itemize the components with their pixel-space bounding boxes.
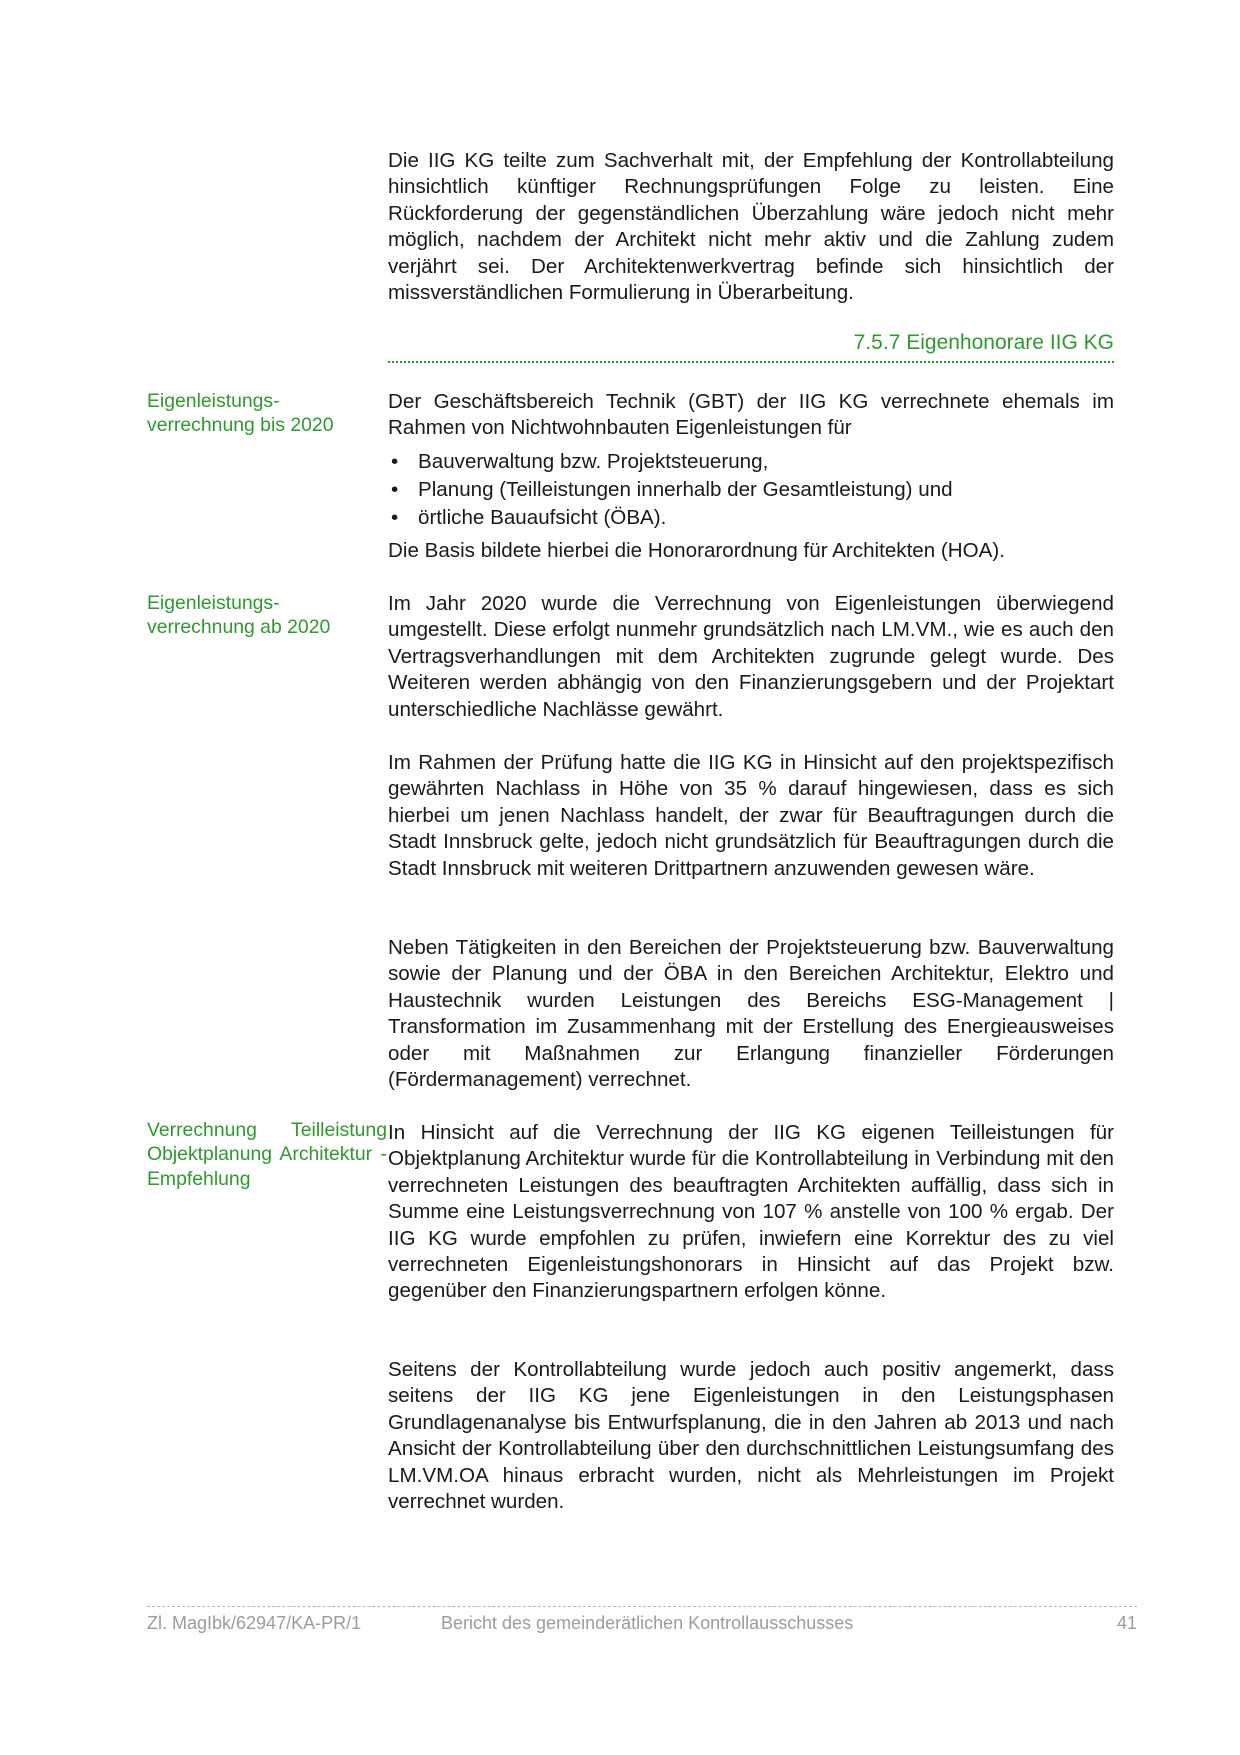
margin-note-3-text: Verrechnung Teilleistung Objektplanung Architektur - Empfehlung — [147, 1119, 387, 1190]
margin-note-2 — [147, 591, 387, 640]
margin-note-2-text: Eigenleistungs-verrechnung ab 2020 — [147, 592, 331, 639]
bullet-list — [388, 448, 1114, 532]
margin-note-1 — [147, 389, 387, 438]
bullet-icon: • — [391, 478, 399, 501]
margin-note-1-text: Eigenleistungs-verrechnung bis 2020 — [147, 390, 334, 437]
section-heading: 7.5.7 Eigenhonorare IIG KG — [388, 329, 1114, 363]
body-paragraph-4: Im Jahr 2020 wurde die Verrechnung von Eigenleistungen überwiegend umgestellt. Diese erfolgt nunmehr grundsätzlich nach LM.VM., wie es auch den Vertragsverhandlungen mit dem Architekten zugrunde gelegt wurde. Des Weiteren werden abhängig von den Finanzierungsgebern und der Projektart unterschiedliche Nachlässe gewährt. — [388, 592, 1114, 721]
footer-divider — [147, 1606, 1137, 1607]
list-item — [388, 448, 1114, 476]
list-item-text: Planung (Teilleistungen innerhalb der Gesamtleistung) und — [418, 478, 953, 501]
margin-note-3 — [147, 1118, 387, 1191]
body-paragraph-1: Die IIG KG teilte zum Sachverhalt mit, der Empfehlung der Kontrollabteilung hinsichtlich künftiger Rechnungsprüfungen Folge zu leisten. Eine Rückforderung der gegenständlichen Überzahlung wäre jedoch nicht mehr möglich, nachdem der Architekt nicht mehr aktiv und die Zahlung zudem verjährt sei. Der Architektenwerkvertrag befinde sich hinsichtlich der missverständlichen Formulierung in Überarbeitung. — [388, 149, 1114, 305]
footer-reference: Zl. MagIbk/62947/KA-PR/1 — [147, 1613, 362, 1633]
body-paragraph-2: Der Geschäftsbereich Technik (GBT) der IIG KG verrechnete ehemals im Rahmen von Nichtwohnbauten Eigenleistungen für — [388, 390, 1114, 440]
footer-report-title: Bericht des gemeinderätlichen Kontrollausschusses — [441, 1613, 854, 1633]
page-number: 41 — [1116, 1613, 1137, 1633]
list-item-text: Bauverwaltung bzw. Projektsteuerung, — [418, 450, 769, 473]
list-item-text: örtliche Bauaufsicht (ÖBA). — [418, 506, 667, 529]
body-paragraph-8: Seitens der Kontrollabteilung wurde jedoch auch positiv angemerkt, dass seitens der IIG KG jene Eigenleistungen in den Leistungsphasen Grundlagenanalyse bis Entwurfsplanung, die in den Jahren ab 2013 und nach Ansicht der Kontrollabteilung über den durchschnittlichen Leistungsumfang des LM.VM.OA hinaus erbracht wurden, nicht als Mehrleistungen im Projekt verrechnet wurden. — [388, 1358, 1114, 1514]
body-paragraph-3: Die Basis bildete hierbei die Honorarordnung für Architekten (HOA). — [388, 539, 1005, 562]
bullet-icon: • — [391, 450, 399, 473]
body-paragraph-5: Im Rahmen der Prüfung hatte die IIG KG in Hinsicht auf den projektspezifisch gewährten Nachlass in Höhe von 35 % darauf hingewiesen, dass es sich hierbei um jenen Nachlass handelt, der zwar für Beauftragungen durch die Stadt Innsbruck gelte, jedoch nicht grundsätzlich für Beauftragungen durch die Stadt Innsbruck mit weiteren Drittpartnern anzuwenden gewesen wäre. — [388, 751, 1114, 880]
body-paragraph-6: Neben Tätigkeiten in den Bereichen der Projektsteuerung bzw. Bauverwaltung sowie der Planung und der ÖBA in den Bereichen Architektur, Elektro und Haustechnik wurden Leistungen des Bereichs ESG-Management | Transformation im Zusammenhang mit der Erstellung des Energieausweises oder mit Maßnahmen zur Erlangung finanzieller Förderungen (Fördermanagement) verrechnet. — [388, 936, 1114, 1092]
list-item — [388, 476, 1114, 504]
body-paragraph-7: In Hinsicht auf die Verrechnung der IIG KG eigenen Teilleistungen für Objektplanung Architektur wurde für die Kontrollabteilung in Verbindung mit den verrechneten Leistungen des beauftragten Architekten auffällig, dass sich in Summe eine Leistungsverrechnung von 107 % anstelle von 100 % ergab. Der IIG KG wurde empfohlen zu prüfen, inwiefern eine Korrektur des zu viel verrechneten Eigenleistungshonorars in Hinsicht auf das Projekt bzw. gegenüber den Finanzierungspartnern erfolgen könne. — [388, 1121, 1114, 1303]
list-item — [388, 504, 1114, 532]
bullet-icon: • — [391, 506, 399, 529]
